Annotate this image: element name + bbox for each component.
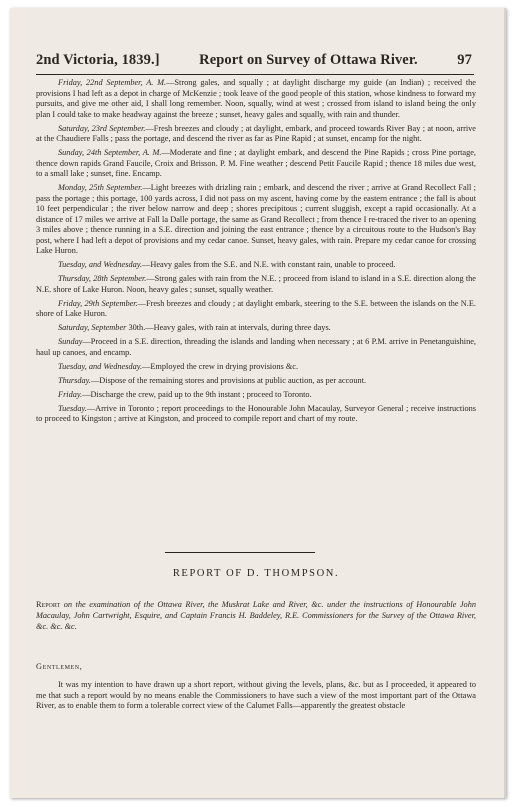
entry-text: —Dispose of the remaining stores and provisions at public auction, as per account. <box>90 375 367 385</box>
entry-text: —Employed the crew in drying provisions &c. <box>142 361 299 371</box>
report-subtitle-lead: Report <box>36 600 61 609</box>
salutation: Gentlemen, <box>36 662 83 671</box>
journal-entry <box>36 337 476 358</box>
journal-entry <box>36 323 476 334</box>
journal-entry <box>36 78 476 120</box>
entry-text: —Fresh breezes and cloudy ; at daylight embark, steering to the S.E. between the islands on the N.E. shore of Lake Huron. <box>36 298 477 318</box>
journal-entry <box>36 124 476 145</box>
running-head-left: 2nd Victoria, 1839.] <box>36 52 160 68</box>
journal-entry <box>36 183 476 257</box>
entry-date: Friday, 29th September. <box>58 298 138 308</box>
entry-date: Friday, 22nd September, A. M. <box>58 78 167 87</box>
report-title: REPORT OF D. THOMPSON. <box>172 568 340 579</box>
entry-date: Tuesday, and Wednesday. <box>58 260 143 269</box>
entry-text: —Fresh breezes and cloudy ; at daylight, embark, and proceed towards River Bay ; at noon, arrive at the Chaudiere Falls ; pass the portage, and descend the river as far as Pine Rapid ; at sunset, encamp for the night. <box>36 123 476 143</box>
entry-date: Saturday, September <box>58 323 127 332</box>
running-head <box>36 52 472 69</box>
entry-date: Saturday, 23rd September. <box>58 123 146 133</box>
journal-entry <box>36 299 476 320</box>
entry-text: —Moderate and fine ; at daylight embark, and descend the Pine Rapids ; cross Pine portage, thence down rapids Grand Faucile, Croix and Brisson. P. M. Fine weather ; descend Petit Faucile Rapid ; thence 18 miles due west, to a small lake ; sunset, fine. Encamp. <box>36 148 476 178</box>
header-rule <box>36 74 474 75</box>
entry-date: Tuesday, and Wednesday. <box>58 361 143 371</box>
journal-entry <box>36 274 476 295</box>
entry-date: Sunday <box>58 337 83 346</box>
journal-entry <box>36 148 476 180</box>
journal-entry <box>36 260 476 271</box>
entry-text: —Strong gales with rain from the N.E. ; proceed from island to island in a S.E. direction along the N.E. shore of Lake Huron. Noon, heavy gales ; sunset, squally weather. <box>36 274 476 294</box>
report-subtitle <box>36 600 476 632</box>
section-separator <box>165 552 315 553</box>
entry-text: —Light breezes with drizling rain ; embark, and descend the river ; arrive at Grand Recollect Fall ; pass the portage ; this portage, 100 yards across, I did not pass on my ascent, having come by the eastern entrance ; the fall is about 10 feet perpendicular ; the river below narrow and deep ; shores precipitous ; current sluggish, except a rapid occasionally. At a distance of 17 miles we arrive at Fall la Dalle portage, the same as Grand Recollect ; from thence I re-traced the river to an opening 3 miles above ; thence running in a S.E. direction and joining the east entrance ; thence by a circuitous route to the Hudson's Bay post, where I had left a depot of provisions and my cedar canoe. Sunset, heavy gales, with rain. Prepare my cedar canoe for crossing Lake Huron. <box>36 183 476 255</box>
journal-entry <box>36 362 476 373</box>
entry-date: Monday, 25th September. <box>58 183 143 192</box>
entry-text: —Arrive in Toronto ; report proceedings to the Honourable John Macaulay, Surveyor General ; receive instructions to proceed to Kingston ; arrive at Kingston, and proceed to compile report and chart of my route. <box>36 403 476 423</box>
journal-entry <box>36 376 476 387</box>
entry-text: —Discharge the crew, paid up to the 9th instant ; proceed to Toronto. <box>82 389 312 399</box>
entry-date: Thursday. <box>58 375 91 385</box>
entry-date: Sunday, 24th September, A. M. <box>58 148 162 157</box>
entry-text: 30th.—Heavy gales, with rain at intervals, during three days. <box>126 323 331 332</box>
report-subtitle-text: on the examination of the Ottawa River, the Muskrat Lake and River, &c. under the instructions of Honourable John Macaulay, John Cartwright, Esquire, and Captain Francis H. Baddeley, R.E. Commissioners for the Survey of the Ottawa River, &c. &c. &c. <box>36 600 476 631</box>
entry-text: —Strong gales, and squally ; at daylight discharge my guide (an Indian) ; received the provisions I had left as a depot in charge of McKenzie ; took leave of the good people of this station, whose kindness to forward my pursuits, and give me other aid, I shall long remember. Noon, squally, wind at west ; crossed from island to island being the only plan I could take to make headway against the breeze ; sunset, heavy gales and squally, with rain and thunder. <box>36 78 476 119</box>
report-body: It was my intention to have drawn up a short report, without giving the levels, plans, &c. but as I proceeded, it appeared to me that such a report would by no means enable the Commissioners to have such a view of the most important part of the Ottawa River, as to enable them to form a tolerable correct view of the Calumet Falls—apparently the greatest obstacle <box>36 680 476 710</box>
entry-text: —Heavy gales from the S.E. and N.E. with constant rain, unable to proceed. <box>142 260 396 269</box>
journal-entries <box>36 78 476 428</box>
entry-date: Friday. <box>58 389 83 399</box>
entry-text: —Proceed in a S.E. direction, threading the islands and landing when necessary ; at 6 P.M. arrive in Penetanguishine, haul up canoes, and encamp. <box>36 337 476 357</box>
journal-entry <box>36 404 476 425</box>
page-number: 97 <box>457 52 472 68</box>
journal-entry <box>36 390 476 401</box>
running-head-title: Report on Survey of Ottawa River. <box>199 52 418 68</box>
entry-date: Tuesday. <box>58 403 87 413</box>
entry-date: Thursday, 28th September. <box>58 274 147 283</box>
